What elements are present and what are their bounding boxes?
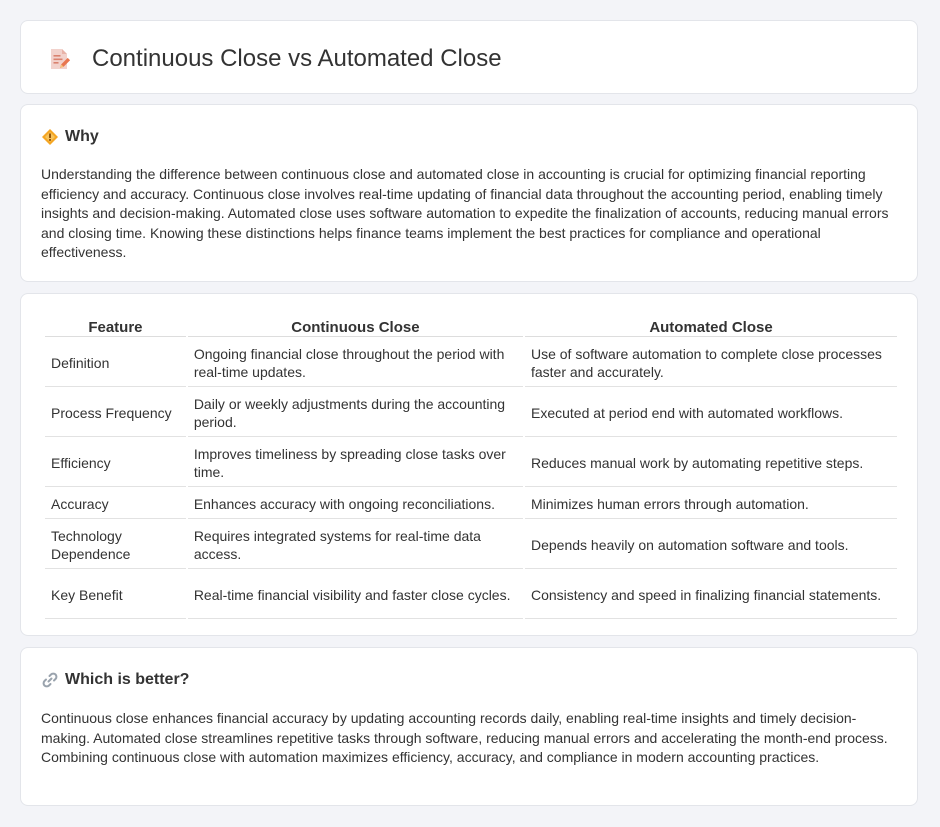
table-row [45,389,897,437]
table-row [45,571,897,619]
automated-cell: Use of software automation to complete close processes faster and accurately. [525,339,897,387]
document-edit-icon [47,47,71,71]
continuous-cell: Ongoing financial close throughout the period with real-time updates. [188,339,523,387]
continuous-cell: Enhances accuracy with ongoing reconciliations. [188,489,523,519]
why-section [20,104,918,282]
automated-cell: Reduces manual work by automating repetitive steps. [525,439,897,487]
feature-cell: Key Benefit [45,571,186,619]
comparison-table-card [20,293,918,636]
table-row [45,339,897,387]
feature-cell: Accuracy [45,489,186,519]
header-continuous-close: Continuous Close [188,318,523,337]
continuous-cell: Improves timeliness by spreading close tasks over time. [188,439,523,487]
feature-cell: Process Frequency [45,389,186,437]
diamond-warning-icon [41,128,59,146]
header-feature: Feature [45,318,186,337]
automated-cell: Consistency and speed in finalizing financial statements. [525,571,897,619]
why-heading-text: Why [65,128,99,145]
continuous-cell: Real-time financial visibility and faster close cycles. [188,571,523,619]
automated-cell: Depends heavily on automation software and tools. [525,521,897,569]
title-card [20,20,918,94]
better-body: Continuous close enhances financial accuracy by updating accounting records daily, enabling real-time insights and timely decision-making. Automated close streamlines repetitive tasks through software, reducing manual errors and accelerating the month-end process. Combining continuous close with automation maximizes efficiency, accuracy, and compliance in modern accounting practices. [41,710,888,766]
link-icon [41,671,59,689]
table-row [45,439,897,487]
better-heading-text: Which is better? [65,671,190,688]
table-row [45,489,897,519]
why-body: Understanding the difference between continuous close and automated close in accounting is crucial for optimizing financial reporting efficiency and accuracy. Continuous close involves real-time updating of financial data throughout the accounting period, enabling timely insights and decision-making. Automated close uses software automation to expedite the finalization of accounts, reducing manual errors and closing time. Knowing these distinctions helps finance teams implement the best practices for compliance and operational effectiveness. [41,166,889,261]
table-row [45,521,897,569]
header-automated-close: Automated Close [525,318,897,337]
automated-cell: Minimizes human errors through automation. [525,489,897,519]
feature-cell: Definition [45,339,186,387]
page-title: Continuous Close vs Automated Close [92,45,502,72]
feature-cell: Efficiency [45,439,186,487]
better-heading [41,671,189,689]
feature-cell: Technology Dependence [45,521,186,569]
why-heading [41,128,99,146]
continuous-cell: Daily or weekly adjustments during the accounting period. [188,389,523,437]
comparison-table [43,316,899,621]
automated-cell: Executed at period end with automated workflows. [525,389,897,437]
which-is-better-section [20,647,918,806]
continuous-cell: Requires integrated systems for real-time data access. [188,521,523,569]
table-header-row [45,318,897,337]
